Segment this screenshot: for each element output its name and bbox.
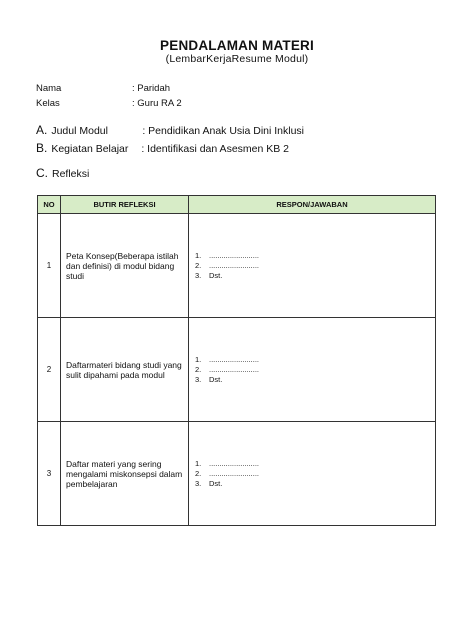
- section-b-value: : Identifikasi dan Asesmen KB 2: [141, 143, 290, 155]
- section-b-letter: B.: [36, 141, 48, 155]
- response-line: 2. ........................: [195, 468, 260, 478]
- response-line: 2. ........................: [195, 364, 260, 374]
- butir-refleksi-cell: Daftarmateri bidang studi yang sulit dipahami pada modul: [61, 318, 189, 422]
- page-subtitle: (LembarKerjaResume Modul): [165, 53, 309, 65]
- response-cell[interactable]: [189, 214, 436, 318]
- table-row: [38, 318, 436, 422]
- row-number: 2: [38, 318, 61, 422]
- response-line: 2. ........................: [195, 260, 260, 270]
- nama-value: : Paridah: [132, 83, 171, 94]
- kelas-value: : Guru RA 2: [132, 98, 182, 109]
- section-a-value: : Pendidikan Anak Usia Dini Inklusi: [142, 125, 305, 137]
- header-butir-refleksi: BUTIR REFLEKSI: [61, 196, 189, 214]
- section-b-label: Kegiatan Belajar: [51, 143, 129, 155]
- kelas-label: Kelas: [36, 98, 60, 109]
- response-cell[interactable]: [189, 318, 436, 422]
- row-number: 1: [38, 214, 61, 318]
- refleksi-table: [37, 195, 436, 526]
- response-line: 1. ........................: [195, 354, 260, 364]
- response-line: 3. Dst.: [195, 374, 223, 384]
- section-a-letter: A.: [36, 123, 48, 137]
- butir-refleksi-cell: Peta Konsep(Beberapa istilah dan definisi) di modul bidang studi: [61, 214, 189, 318]
- section-kegiatan-belajar: [36, 141, 289, 155]
- section-c-letter: C.: [36, 166, 48, 180]
- section-a-label: Judul Modul: [51, 125, 108, 137]
- section-judul-modul: [36, 123, 304, 137]
- butir-refleksi-cell: Daftar materi yang sering mengalami miskonsepsi dalam pembelajaran: [61, 422, 189, 526]
- section-c-label: Refleksi: [52, 168, 90, 180]
- response-line: 3. Dst.: [195, 270, 223, 280]
- header-respon-jawaban: RESPON/JAWABAN: [189, 196, 436, 214]
- table-header-row: [38, 196, 436, 214]
- response-line: 3. Dst.: [195, 478, 223, 488]
- page-title: PENDALAMAN MATERI: [160, 38, 314, 53]
- table-row: [38, 422, 436, 526]
- response-line: 1. ........................: [195, 250, 260, 260]
- response-line: 1. ........................: [195, 458, 260, 468]
- header-no: NO: [38, 196, 61, 214]
- section-refleksi: [36, 166, 89, 180]
- table-row: [38, 214, 436, 318]
- identity-nama: [36, 83, 170, 94]
- identity-kelas: [36, 98, 182, 109]
- nama-label: Nama: [36, 83, 62, 94]
- response-cell[interactable]: [189, 422, 436, 526]
- row-number: 3: [38, 422, 61, 526]
